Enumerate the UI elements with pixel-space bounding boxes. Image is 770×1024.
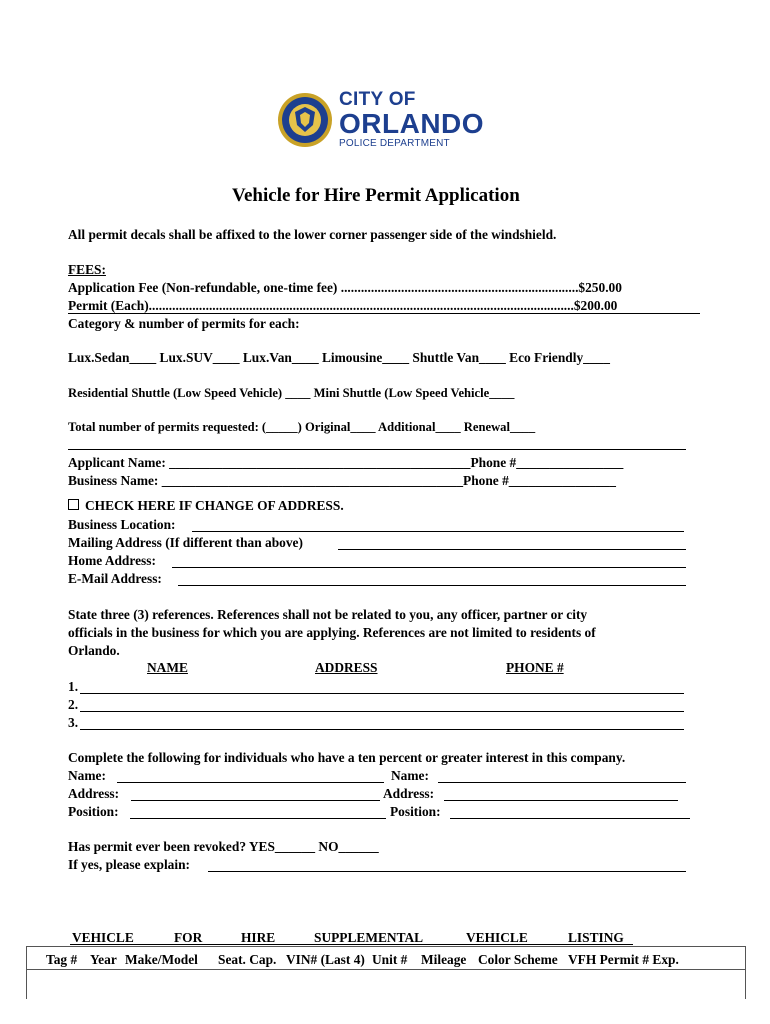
reference-row-2-label: 2. xyxy=(68,697,79,712)
interest-name-field-1[interactable] xyxy=(117,782,384,783)
interest-position-field-2[interactable] xyxy=(450,818,690,819)
categories-line-1[interactable]: Lux.Sedan____ Lux.SUV____ Lux.Van____ Limousine____ Shuttle Van____ Eco Friendly____ xyxy=(68,350,610,365)
applicant-name-field[interactable]: Applicant Name: _____________________________________________Phone #________________ xyxy=(68,455,624,470)
col-vin: VIN# (Last 4) xyxy=(286,952,365,967)
interest-address-label-1: Address: xyxy=(68,786,120,801)
permit-fee: Permit (Each)...............................................................................................................................$200.00 xyxy=(68,298,618,313)
reference-row-1-field[interactable] xyxy=(80,693,684,694)
reference-row-3-field[interactable] xyxy=(80,729,684,730)
interest-name-label-1: Name: xyxy=(68,768,106,783)
email-address-label: E-Mail Address: xyxy=(68,571,162,586)
interest-position-label-2: Position: xyxy=(390,804,441,819)
references-col-name: NAME xyxy=(147,660,188,675)
reference-row-3-label: 3. xyxy=(68,715,79,730)
interest-name-field-2[interactable] xyxy=(438,782,686,783)
vehicle-heading-word-4: SUPPLEMENTAL xyxy=(314,930,424,945)
city-logo xyxy=(277,90,507,150)
references-text-2: officials in the business for which you are applying. References are not limited to residents of xyxy=(68,625,596,640)
col-vfh-permit: VFH Permit # Exp. xyxy=(568,952,679,967)
home-address-label: Home Address: xyxy=(68,553,156,568)
home-address-field[interactable] xyxy=(172,567,686,568)
change-address-checkbox[interactable] xyxy=(68,499,79,510)
interest-address-field-2[interactable] xyxy=(444,800,678,801)
vehicle-heading-underline xyxy=(70,944,633,945)
change-address-label: CHECK HERE IF CHANGE OF ADDRESS. xyxy=(85,498,344,513)
mailing-address-field[interactable] xyxy=(338,549,686,550)
col-tag: Tag # xyxy=(46,952,78,967)
fees-underline xyxy=(68,313,700,314)
separator-line xyxy=(68,449,686,450)
vehicle-heading-word-5: VEHICLE xyxy=(466,930,528,945)
police-seal-icon xyxy=(277,92,333,148)
revoked-explain-field[interactable] xyxy=(208,871,686,872)
revoked-explain-label: If yes, please explain: xyxy=(68,857,190,872)
interest-name-label-2: Name: xyxy=(391,768,429,783)
vehicle-heading-word-1: VEHICLE xyxy=(72,930,134,945)
business-location-label: Business Location: xyxy=(68,517,176,532)
business-location-field[interactable] xyxy=(192,531,684,532)
interest-address-field-1[interactable] xyxy=(131,800,380,801)
col-make-model: Make/Model xyxy=(125,952,198,967)
reference-row-1-label: 1. xyxy=(68,679,79,694)
page-title: Vehicle for Hire Permit Application xyxy=(232,185,520,206)
vehicle-heading-word-6: LISTING xyxy=(568,930,624,945)
interest-address-label-2: Address: xyxy=(383,786,435,801)
col-year: Year xyxy=(90,952,117,967)
category-text: Category & number of permits for each: xyxy=(68,316,300,331)
reference-row-2-field[interactable] xyxy=(80,711,684,712)
logo-department: POLICE DEPARTMENT xyxy=(339,138,450,149)
fees-heading: FEES: xyxy=(68,262,106,277)
logo-orlando: ORLANDO xyxy=(339,108,485,139)
interest-intro: Complete the following for individuals who have a ten percent or greater interest in this company. xyxy=(68,750,626,765)
mailing-address-label: Mailing Address (If different than above) xyxy=(68,535,303,550)
vehicle-heading-word-3: HIRE xyxy=(241,930,276,945)
interest-position-field-1[interactable] xyxy=(130,818,386,819)
col-mileage: Mileage xyxy=(421,952,467,967)
revoked-question[interactable]: Has permit ever been revoked? YES______ NO______ xyxy=(68,839,379,854)
references-col-address: ADDRESS xyxy=(315,660,378,675)
email-address-field[interactable] xyxy=(178,585,686,586)
categories-line-2[interactable]: Residential Shuttle (Low Speed Vehicle) ____ Mini Shuttle (Low Speed Vehicle____ xyxy=(68,386,515,400)
business-name-field[interactable]: Business Name: _____________________________________________Phone #________________ xyxy=(68,473,616,488)
change-address-row[interactable] xyxy=(68,498,344,514)
col-color-scheme: Color Scheme xyxy=(478,952,558,967)
logo-wordmark xyxy=(339,90,484,150)
intro-text: All permit decals shall be affixed to the lower corner passenger side of the windshield. xyxy=(68,227,557,242)
vehicle-heading-word-2: FOR xyxy=(174,930,203,945)
references-col-phone: PHONE # xyxy=(506,660,564,675)
col-unit: Unit # xyxy=(372,952,408,967)
total-permits[interactable]: Total number of permits requested: (_____) Original____ Additional____ Renewal____ xyxy=(68,420,536,434)
logo-city-of: CITY OF xyxy=(339,89,416,110)
col-seat-cap: Seat. Cap. xyxy=(218,952,277,967)
references-text-3: Orlando. xyxy=(68,643,120,658)
references-text-1: State three (3) references. References shall not be related to you, any officer, partner or city xyxy=(68,607,588,622)
interest-position-label-1: Position: xyxy=(68,804,119,819)
table-header-divider xyxy=(27,969,745,970)
application-fee: Application Fee (Non-refundable, one-time fee) .......................................................................$250.00 xyxy=(68,280,622,295)
